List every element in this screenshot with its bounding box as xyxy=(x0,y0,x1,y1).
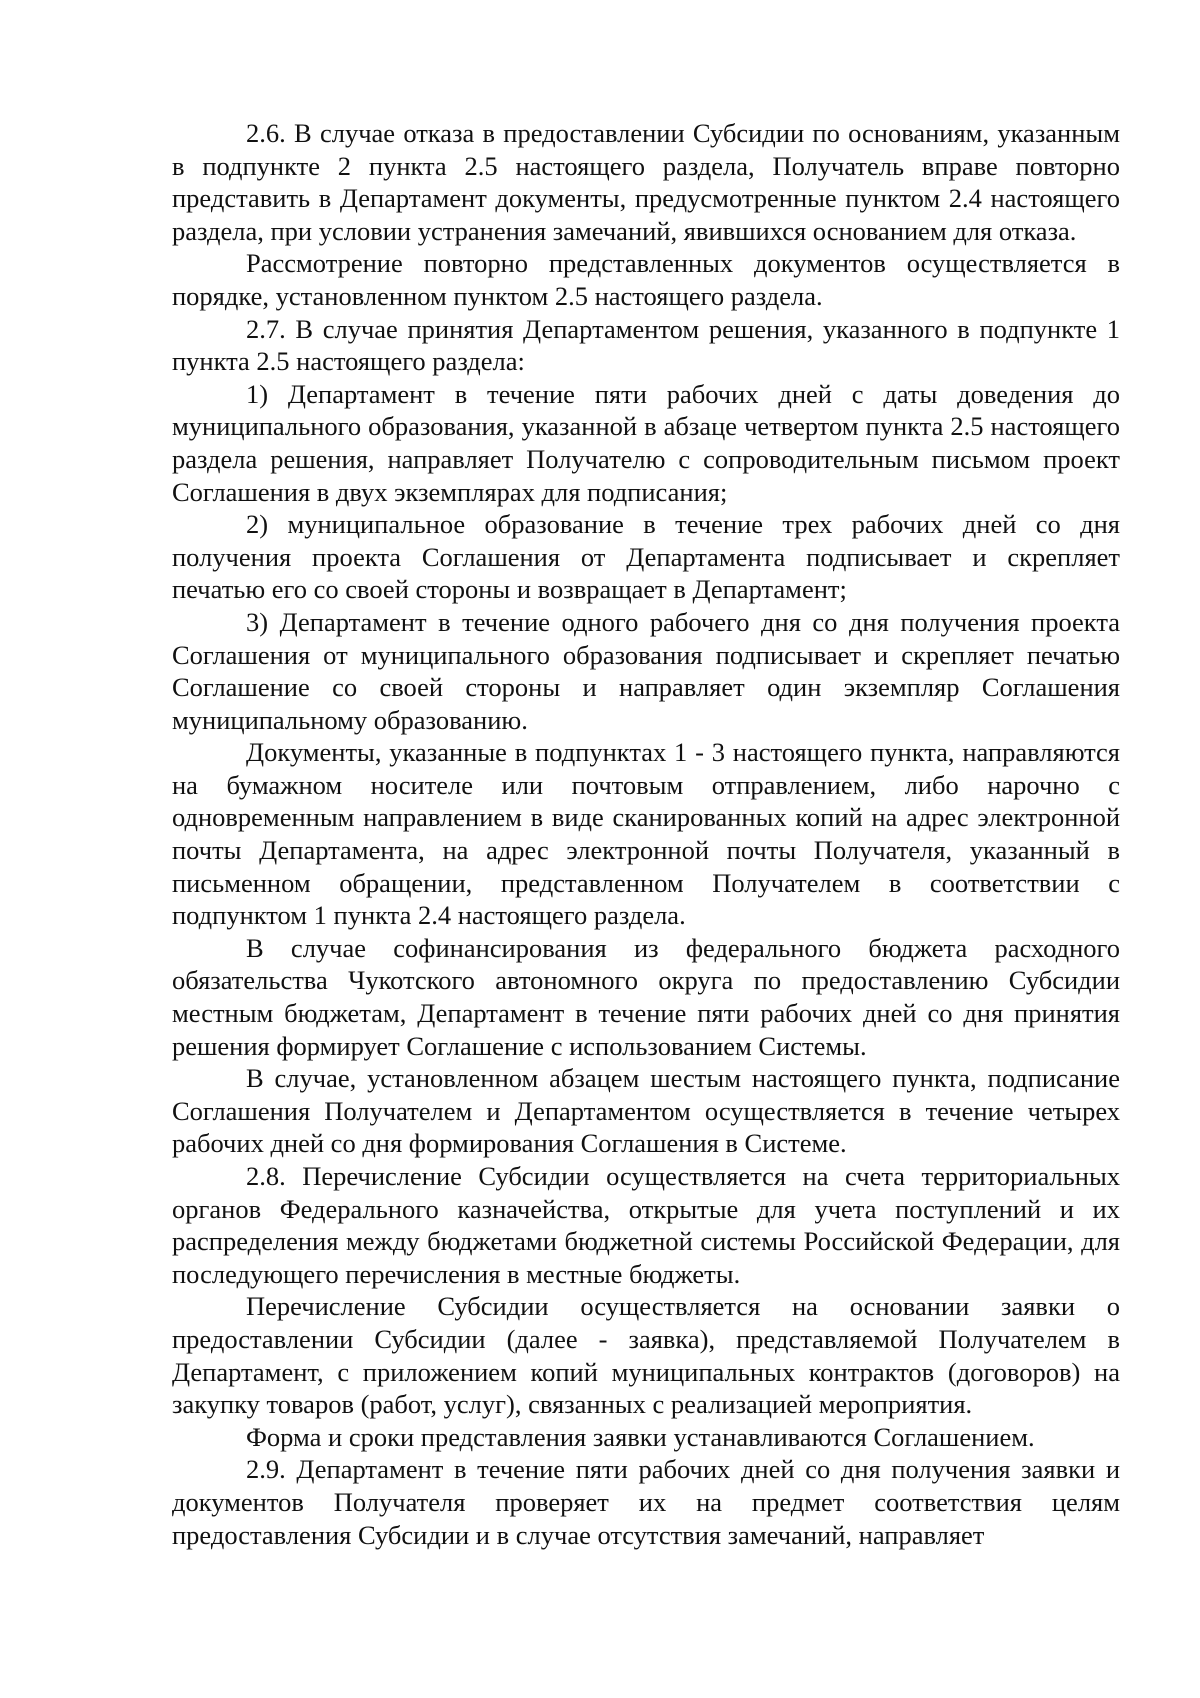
paragraph-application-form: Форма и сроки представления заявки устанавливаются Соглашением. xyxy=(246,1421,1035,1452)
paragraph-2-7-item-1: 1) Департамент в течение пяти рабочих дней с даты доведения до муниципального образования, указанной в абзаце четвертом пункта 2.5 настоящего раздела решения, направляет Получателю с сопроводительным письмом проект Соглашения в двух экземплярах для подписания; xyxy=(172,378,1120,507)
paragraph-2-7: 2.7. В случае принятия Департаментом решения, указанного в подпункте 1 пункта 2.5 настоящего раздела: xyxy=(172,313,1120,377)
paragraph-transfer-basis: Перечисление Субсидии осуществляется на основании заявки о предоставлении Субсидии (далее - заявка), представляемой Получателем в Департамент, с приложением копий муниципальных контрактов (договоров) на закупку товаров (работ, услуг), связанных с реализацией мероприятия. xyxy=(172,1291,1120,1420)
paragraph-2-9: 2.9. Департамент в течение пяти рабочих дней со дня получения заявки и документов Получателя проверяет их на предмет соответствия целям предоставления Субсидии и в случае отсутствия замечаний, направляет xyxy=(172,1454,1120,1550)
paragraph-review-repeat: Рассмотрение повторно представленных документов осуществляется в порядке, установленном пунктом 2.5 настоящего раздела. xyxy=(172,248,1120,311)
paragraph-2-7-item-2: 2) муниципальное образование в течение трех рабочих дней со дня получения проекта Соглашения от Департамента подписывает и скрепляет печатью его со своей стороны и возвращает в Департамент; xyxy=(172,509,1120,605)
document-page xyxy=(172,117,1120,1551)
paragraph-2-7-item-3: 3) Департамент в течение одного рабочего дня со дня получения проекта Соглашения от муниципального образования подписывает и скрепляет печатью Соглашение со своей стороны и направляет один экземпляр Соглашения муниципальному образованию. xyxy=(172,606,1120,735)
paragraph-2-8: 2.8. Перечисление Субсидии осуществляется на счета территориальных органов Федерального казначейства, открытые для учета поступлений и их распределения между бюджетами бюджетной системы Российской Федерации, для последующего перечисления в местные бюджеты. xyxy=(172,1161,1120,1289)
paragraph-cofinancing: В случае софинансирования из федерального бюджета расходного обязательства Чукотского автономного округа по предоставлению Субсидии местным бюджетам, Департамент в течение пяти рабочих дней со дня принятия решения формирует Соглашение с использованием Системы. xyxy=(172,932,1120,1061)
paragraph-documents-delivery: Документы, указанные в подпунктах 1 - 3 настоящего пункта, направляются на бумажном носителе или почтовым отправлением, либо нарочно с одновременным направлением в виде сканированных копий на адрес электронной почты Департамента, на адрес электронной почты Получателя, указанный в письменном обращении, представленном Получателем в соответствии с подпунктом 1 пункта 2.4 настоящего раздела. xyxy=(172,737,1120,931)
paragraph-2-6: 2.6. В случае отказа в предоставлении Субсидии по основаниям, указанным в подпункте 2 пункта 2.5 настоящего раздела, Получатель вправе повторно представить в Департамент документы, предусмотренные пунктом 2.4 настоящего раздела, при условии устранения замечаний, явившихся основанием для отказа. xyxy=(172,118,1120,246)
paragraph-signing-system: В случае, установленном абзацем шестым настоящего пункта, подписание Соглашения Получателем и Департаментом осуществляется в течение четырех рабочих дней со дня формирования Соглашения в Системе. xyxy=(172,1063,1120,1159)
